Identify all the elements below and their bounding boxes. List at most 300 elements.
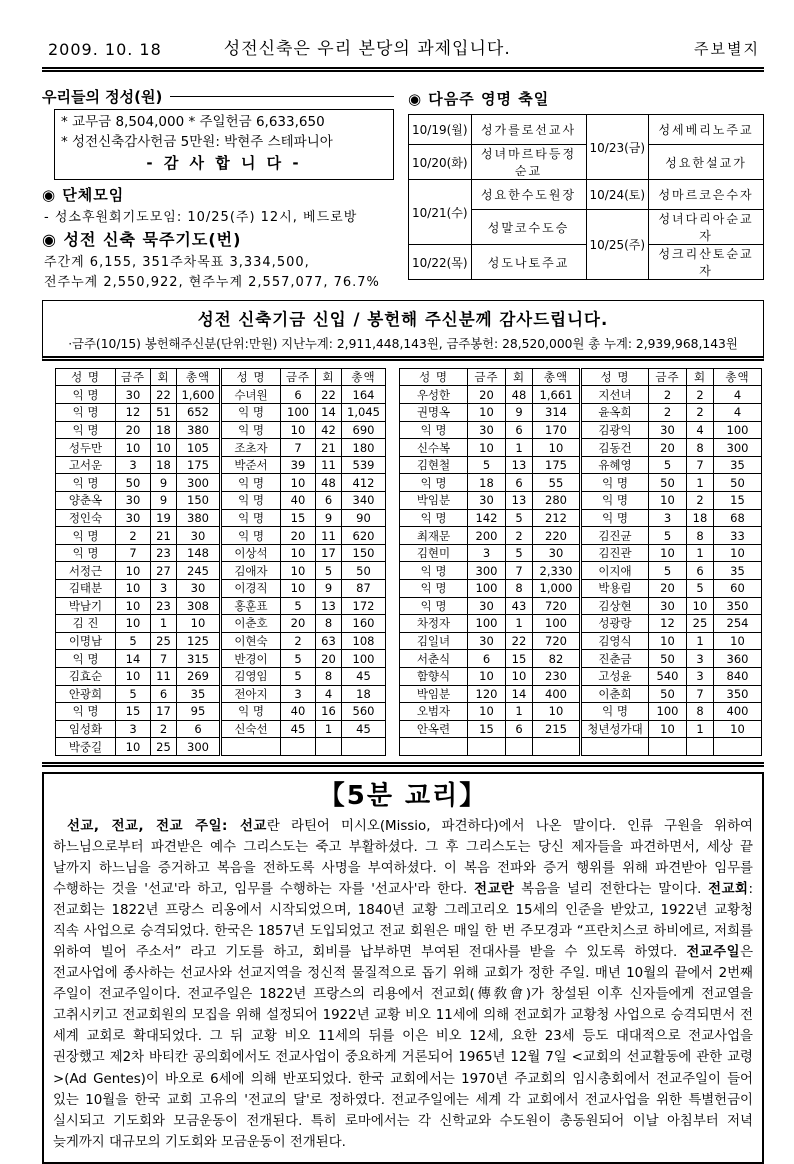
donor-value: 20 (649, 439, 687, 457)
donor-row (56, 474, 386, 492)
donor-value: 560 (342, 703, 386, 721)
donor-value: 35 (177, 685, 221, 703)
donor-value: 50 (714, 474, 762, 492)
donor-row (56, 632, 386, 650)
col-header: 총액 (714, 368, 762, 386)
donor-value: 8 (506, 580, 533, 598)
donor-value: 30 (468, 632, 506, 650)
donor-value: 2 (116, 527, 151, 545)
donor-value: 108 (342, 632, 386, 650)
donor-value: 35 (714, 562, 762, 580)
donor-value: 30 (177, 580, 221, 598)
col-header: 성 명 (581, 368, 649, 386)
feast-date: 10/23(금) (586, 115, 649, 180)
donor-value: 30 (116, 492, 151, 510)
donor-row (400, 667, 762, 685)
donor-value: 30 (177, 527, 221, 545)
donor-value: 4 (316, 685, 342, 703)
col-header: 회 (687, 368, 714, 386)
col-header: 성 명 (56, 368, 116, 386)
donor-name: 고서운 (56, 456, 116, 474)
donor-value: 7 (506, 562, 533, 580)
donor-value: 10 (468, 439, 506, 457)
rosary-line: 전주누계 2,550,922, 현주누계 2,557,077, 76.7% (44, 274, 380, 290)
donor-name (581, 738, 649, 756)
donor-name: 익 명 (56, 421, 116, 439)
donor-name: 익 명 (581, 492, 649, 510)
donor-value: 10 (281, 562, 316, 580)
donor-value: 17 (151, 703, 177, 721)
donor-value: 10 (281, 580, 316, 598)
donor-name: 신수복 (400, 439, 468, 457)
donor-value (649, 738, 687, 756)
feast-date: 10/19(월) (409, 115, 472, 145)
donor-value: 315 (177, 650, 221, 668)
donor-value: 15 (714, 492, 762, 510)
donor-value: 5 (116, 632, 151, 650)
donor-value: 30 (468, 597, 506, 615)
donor-value: 30 (468, 492, 506, 510)
donor-value: 7 (687, 456, 714, 474)
donor-value: 350 (714, 685, 762, 703)
donor-value: 7 (116, 544, 151, 562)
donor-name: 김동건 (581, 439, 649, 457)
donor-value: 11 (151, 667, 177, 685)
donor-value: 212 (533, 509, 581, 527)
col-header: 총액 (177, 368, 221, 386)
donor-value: 14 (506, 685, 533, 703)
donor-name: 익 명 (56, 544, 116, 562)
donor-value: 20 (649, 580, 687, 598)
donor-name: 이명남 (56, 632, 116, 650)
donor-value: 6 (177, 720, 221, 738)
donor-row (56, 527, 386, 545)
donor-row (400, 404, 762, 422)
donor-value: 539 (342, 456, 386, 474)
donor-value: 105 (177, 439, 221, 457)
donor-name: 김상현 (581, 597, 649, 615)
donor-value: 45 (342, 720, 386, 738)
donor-row (56, 720, 386, 738)
donor-name: 익 명 (221, 404, 281, 422)
offering-title-row (42, 86, 394, 107)
donor-value: 60 (714, 580, 762, 598)
donor-row (400, 527, 762, 545)
donor-value: 11 (316, 456, 342, 474)
donor-name: 익 명 (56, 703, 116, 721)
donor-value: 215 (533, 720, 581, 738)
donor-value: 10 (468, 404, 506, 422)
donor-tables (42, 368, 764, 756)
catechism-text: 은 전교사업에 종사하는 선교사와 선교지역을 정신적 물질적으로 돕기 위해 교회가 정한 주일. 매년 10월의 끝에서 2번째 주일이 전교주일이다. 전교주일은 1822년 프랑스의 리용에서 전교회(傳敎會)가 창설된 이후 신자들에게 전교열을 고취시키고 전교회원의 모집을 위해 설정되어 1922년 교황 비오 11세에 의해 전교회가 교황청 사업으로 승격되면서 전 세계 교회로 확대되었다. 그 뒤 교황 비오 11세의 뒤를 이은 비오 12세, 요한 23세 등도 대대적으로 전교사업을 권장했고 제2차 바티칸 공의회에서도 전교사업이 중요하게 거론되어 1965년 12월 7일 <교회의 선교활동에 관한 교령>(Ad Gentes)이 바오로 6세에 의해 반포되었다. 한국 교회에서는 1970년 주교회의 임시총회에서 전교주일이 들어 있는 10월을 한국 교회 고유의 '전교의 달'로 정하였다. 전교주일에는 세계 각 교회에서 전교사업을 위한 특별헌금이 실시되고 기도회와 모금운동이 전개된다. 특히 로마에서는 각 신학교와 수도원이 총동원되어 이날 아침부터 저녁 늦게까지 대규모의 기도회와 모금운동이 전개된다. (53, 945, 753, 1150)
donor-value: 10 (116, 439, 151, 457)
donor-value: 5 (468, 456, 506, 474)
donor-name: 이상석 (221, 544, 281, 562)
donor-value: 90 (342, 509, 386, 527)
donor-value: 20 (116, 421, 151, 439)
donor-value: 220 (533, 527, 581, 545)
donor-value: 400 (714, 703, 762, 721)
donor-value: 7 (151, 650, 177, 668)
donor-value: 20 (281, 527, 316, 545)
donor-name: 반경이 (221, 650, 281, 668)
donor-name: 박준서 (221, 456, 281, 474)
donor-value: 6 (506, 421, 533, 439)
donor-name: 익 명 (581, 703, 649, 721)
page-title: 성전신축은 우리 본당의 과제입니다. (223, 39, 511, 59)
donor-value: 30 (116, 509, 151, 527)
donor-row (400, 632, 762, 650)
donor-value: 48 (506, 386, 533, 404)
donor-value: 40 (281, 492, 316, 510)
donor-value: 1,045 (342, 404, 386, 422)
donor-value: 6 (506, 474, 533, 492)
donor-name: 유혜영 (581, 456, 649, 474)
donor-value: 40 (281, 703, 316, 721)
donor-name: 익 명 (56, 404, 116, 422)
right-column (394, 86, 764, 291)
donor-row (400, 509, 762, 527)
donor-table-right (399, 368, 762, 756)
donor-value: 2 (687, 386, 714, 404)
feast-saint: 성도나토주교 (471, 245, 586, 280)
donor-value: 9 (506, 404, 533, 422)
donor-name: 박남기 (56, 597, 116, 615)
donor-name: 오범자 (400, 703, 468, 721)
donor-value: 20 (281, 615, 316, 633)
donor-value: 13 (316, 597, 342, 615)
donor-name: 박중길 (56, 738, 116, 756)
donor-value: 30 (116, 386, 151, 404)
donor-name: 김태분 (56, 580, 116, 598)
donor-row (56, 421, 386, 439)
donor-value: 50 (116, 474, 151, 492)
donor-name: 조초자 (221, 439, 281, 457)
donor-row (400, 562, 762, 580)
feast-saint: 성요한수도원장 (471, 180, 586, 210)
donor-value: 10 (116, 667, 151, 685)
donor-value: 63 (316, 632, 342, 650)
donor-value: 1 (506, 615, 533, 633)
donor-value: 9 (151, 492, 177, 510)
donor-name: 함향식 (400, 667, 468, 685)
donor-value: 308 (177, 597, 221, 615)
donor-value: 1,000 (533, 580, 581, 598)
donor-row (400, 615, 762, 633)
donor-name: 익 명 (56, 650, 116, 668)
offering-line: * 교무금 8,504,000 * 주일헌금 6,633,650 (61, 114, 325, 130)
donor-value: 380 (177, 421, 221, 439)
donor-value: 30 (533, 544, 581, 562)
donor-value: 11 (316, 527, 342, 545)
donor-value: 21 (316, 439, 342, 457)
donor-value: 13 (506, 492, 533, 510)
donor-value: 2 (506, 527, 533, 545)
donor-value: 254 (714, 615, 762, 633)
donor-name: 서정근 (56, 562, 116, 580)
donor-value: 100 (342, 650, 386, 668)
donor-value: 230 (533, 667, 581, 685)
donor-value: 10 (116, 615, 151, 633)
donor-name: 서춘식 (400, 650, 468, 668)
donor-value: 100 (533, 615, 581, 633)
donor-name: 이경직 (221, 580, 281, 598)
donor-row (400, 474, 762, 492)
donor-name: 지선녀 (581, 386, 649, 404)
donor-name: 익 명 (56, 527, 116, 545)
donor-value: 10 (281, 544, 316, 562)
donor-value: 6 (687, 562, 714, 580)
donor-value: 1 (687, 474, 714, 492)
corner-label: 주보별지 (694, 40, 760, 58)
donor-value: 100 (649, 703, 687, 721)
donor-value: 100 (714, 421, 762, 439)
donor-value: 20 (316, 650, 342, 668)
donor-name: 익 명 (400, 474, 468, 492)
donor-name: 김진관 (581, 544, 649, 562)
donor-name: 익 명 (400, 562, 468, 580)
donor-value: 17 (316, 544, 342, 562)
donor-value: 400 (533, 685, 581, 703)
feast-title: ◉ 다음주 영명 축일 (408, 90, 550, 108)
donor-value: 10 (714, 544, 762, 562)
donor-value: 21 (151, 527, 177, 545)
donor-value: 10 (116, 597, 151, 615)
donor-value: 340 (342, 492, 386, 510)
donor-value: 269 (177, 667, 221, 685)
donor-value: 25 (151, 632, 177, 650)
feast-date: 10/20(화) (409, 145, 472, 180)
donor-row (400, 456, 762, 474)
donor-value (687, 738, 714, 756)
donor-row (400, 703, 762, 721)
donor-name: 성두만 (56, 439, 116, 457)
donor-value: 6 (316, 492, 342, 510)
donor-value: 8 (687, 439, 714, 457)
issue-date: 2009. 10. 18 (48, 40, 162, 59)
donor-value: 35 (714, 456, 762, 474)
catechism-term: 선교 (239, 818, 267, 834)
donor-value: 10 (116, 738, 151, 756)
donor-name: 익 명 (221, 527, 281, 545)
donor-value: 170 (533, 421, 581, 439)
top-section (42, 86, 764, 291)
donor-value: 2 (687, 404, 714, 422)
catechism-term: 선교, 전교, 전교 주일: (67, 818, 240, 834)
col-header: 금주 (281, 368, 316, 386)
donor-value: 300 (468, 562, 506, 580)
donor-name (221, 738, 281, 756)
donor-name: 박용림 (581, 580, 649, 598)
donor-value: 2 (649, 404, 687, 422)
donor-value: 7 (687, 685, 714, 703)
donor-value: 1 (506, 703, 533, 721)
col-header: 성 명 (221, 368, 281, 386)
donor-name: 김효순 (56, 667, 116, 685)
donor-name: 양춘옥 (56, 492, 116, 510)
donor-value: 720 (533, 632, 581, 650)
donor-value: 25 (151, 738, 177, 756)
donor-value: 1 (687, 544, 714, 562)
thanks-line: - 감 사 합 니 다 - (146, 154, 302, 173)
donor-row (56, 404, 386, 422)
donor-value: 720 (533, 597, 581, 615)
donor-value: 18 (687, 509, 714, 527)
donor-name: 안광희 (56, 685, 116, 703)
donor-name: 익 명 (581, 509, 649, 527)
donor-name: 이춘희 (581, 685, 649, 703)
donor-name: 고성윤 (581, 667, 649, 685)
donor-value: 22 (506, 632, 533, 650)
donor-name: 전아지 (221, 685, 281, 703)
offering-line: * 성전신축감사헌금 5만원: 박현주 스테파니아 (61, 133, 333, 150)
donor-value: 10 (649, 632, 687, 650)
donor-value: 5 (506, 544, 533, 562)
donor-value: 5 (649, 562, 687, 580)
page-header (42, 34, 764, 72)
donor-row (400, 738, 762, 756)
donor-name: 익 명 (56, 386, 116, 404)
donor-value: 412 (342, 474, 386, 492)
donor-name: 이현숙 (221, 632, 281, 650)
offering-box (54, 109, 394, 180)
donor-header-row (400, 368, 762, 386)
donor-row (56, 685, 386, 703)
feast-saint: 성요한설교가 (649, 145, 764, 180)
donor-value: 10 (533, 703, 581, 721)
donor-value: 33 (714, 527, 762, 545)
donor-name: 익 명 (221, 421, 281, 439)
donor-name: 신숙선 (221, 720, 281, 738)
donor-row (400, 386, 762, 404)
donor-name: 정인숙 (56, 509, 116, 527)
donor-value: 45 (281, 720, 316, 738)
donor-name: 김 진 (56, 615, 116, 633)
donor-value: 23 (151, 597, 177, 615)
donor-value: 100 (281, 404, 316, 422)
donor-value: 3 (468, 544, 506, 562)
donor-name: 박임분 (400, 685, 468, 703)
donor-value: 10 (687, 597, 714, 615)
donor-name: 김일녀 (400, 632, 468, 650)
donor-value: 12 (649, 615, 687, 633)
donor-value: 9 (151, 474, 177, 492)
donor-value: 10 (468, 667, 506, 685)
donor-value: 300 (714, 439, 762, 457)
donor-value: 51 (151, 404, 177, 422)
donor-value: 120 (468, 685, 506, 703)
donor-value: 200 (468, 527, 506, 545)
donor-row (56, 544, 386, 562)
donor-value: 245 (177, 562, 221, 580)
donor-name: 우성한 (400, 386, 468, 404)
donor-value: 9 (316, 509, 342, 527)
donor-name: 익 명 (400, 509, 468, 527)
donor-name: 윤옥희 (581, 404, 649, 422)
feast-saint: 성녀다리아순교자 (649, 210, 764, 245)
donor-row (56, 509, 386, 527)
donor-value: 3 (687, 650, 714, 668)
fund-subtitle: ·금주(10/15) 봉헌해주신분(단위:만원) 지난누계: 2,911,448,143원, 금주봉헌: 28,520,000원 총 누계: 2,939,968,143원 (68, 336, 738, 351)
donor-value: 30 (649, 597, 687, 615)
donor-value: 142 (468, 509, 506, 527)
donor-value (714, 738, 762, 756)
catechism-paragraph (53, 816, 753, 1153)
donor-value: 23 (151, 544, 177, 562)
donor-row (56, 667, 386, 685)
donor-value: 4 (714, 404, 762, 422)
donor-value: 6 (506, 720, 533, 738)
donor-value (468, 738, 506, 756)
donor-value: 30 (649, 421, 687, 439)
donor-value: 1 (316, 720, 342, 738)
donor-value: 1,661 (533, 386, 581, 404)
donor-name: 익 명 (56, 474, 116, 492)
donor-value: 19 (151, 509, 177, 527)
donor-row (56, 615, 386, 633)
donor-value: 45 (342, 667, 386, 685)
col-header: 회 (506, 368, 533, 386)
donor-value: 5 (649, 527, 687, 545)
donor-value: 1 (687, 632, 714, 650)
donor-name: 김현철 (400, 456, 468, 474)
donor-value: 540 (649, 667, 687, 685)
col-header: 금주 (468, 368, 506, 386)
donor-value: 50 (649, 650, 687, 668)
donor-value: 8 (316, 667, 342, 685)
donor-name: 최재문 (400, 527, 468, 545)
donor-value: 5 (116, 685, 151, 703)
donor-value: 125 (177, 632, 221, 650)
donor-value: 4 (714, 386, 762, 404)
donor-name: 안옥련 (400, 720, 468, 738)
donor-value: 10 (649, 544, 687, 562)
donor-value: 15 (506, 650, 533, 668)
donor-value: 1,600 (177, 386, 221, 404)
donor-value: 2 (151, 720, 177, 738)
col-header: 회 (316, 368, 342, 386)
donor-value: 43 (506, 597, 533, 615)
donor-value: 6 (151, 685, 177, 703)
donor-value: 5 (281, 597, 316, 615)
donor-name: 성광랑 (581, 615, 649, 633)
donor-value: 10 (468, 703, 506, 721)
donor-value: 10 (151, 439, 177, 457)
donor-header-row (56, 368, 386, 386)
donor-row (56, 580, 386, 598)
donor-value: 39 (281, 456, 316, 474)
donor-name: 진춘금 (581, 650, 649, 668)
offering-title: 우리들의 정성(원) (42, 88, 163, 106)
catechism-term: 전교란 (474, 882, 515, 898)
donor-value: 5 (316, 562, 342, 580)
donor-value: 10 (281, 421, 316, 439)
donor-value: 175 (533, 456, 581, 474)
donor-value: 15 (468, 720, 506, 738)
title-rule (170, 96, 394, 97)
rosary-title: ◉ 성전 신축 묵주기도(번) (42, 229, 242, 249)
donor-value: 30 (468, 421, 506, 439)
donor-value: 350 (714, 597, 762, 615)
feast-saint: 성크리산토순교자 (649, 245, 764, 280)
donor-value: 7 (281, 439, 316, 457)
fund-banner (42, 300, 764, 361)
donor-value: 27 (151, 562, 177, 580)
section-divider (42, 762, 764, 767)
donor-value: 172 (342, 597, 386, 615)
donor-name: 박임분 (400, 492, 468, 510)
donor-name: 홍훈표 (221, 597, 281, 615)
